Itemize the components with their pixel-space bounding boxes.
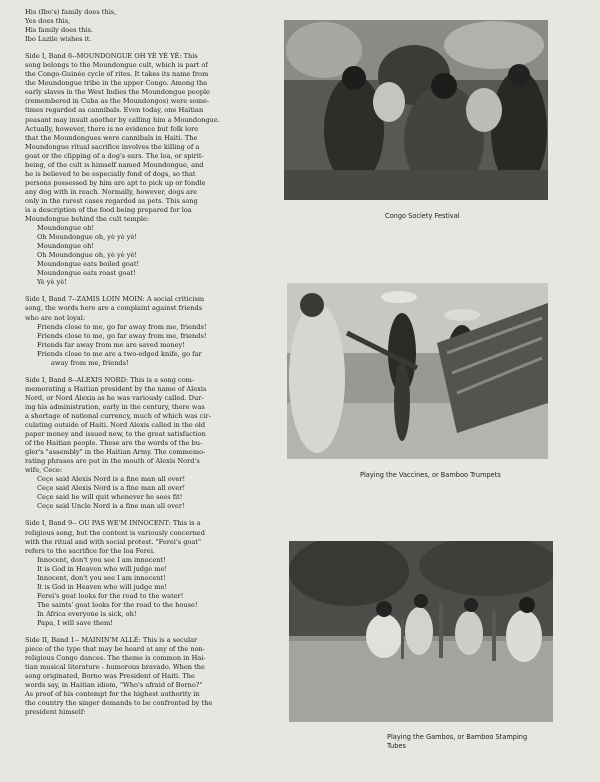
lyric-line: Moundongue oh! [37,242,94,251]
paragraph-line: As proof of his contempt for the highest authority in [25,690,200,699]
paragraph-line: Nord, or Nord Alexia as he was variously called. Dur- [25,393,204,402]
lyric-line: Moundongue oh! [37,224,94,233]
paragraph-line: religious song, but the content is variously concerned [25,528,205,537]
paragraph-line: early slaves in the West Indies the Moundongue people [25,88,210,97]
photo-vaccines [287,283,548,459]
lyric-line: Cec̨e said Alexis Nord is a fine man all over! [37,475,186,484]
bamboo-stamping-tubes-image [289,541,553,722]
paragraph-line: words say, in Haitian idiom, "Who's afraid of Borno?" [25,681,203,690]
lyric-line: Cec̨e said he will quit whenever he sees fit! [37,493,183,502]
lyric-line: Friends close to me, go far away from me, friends! [37,322,207,331]
section-alexis-nord [25,376,287,512]
lyric-line: The saints' goat looks for the road to the house! [37,600,198,609]
verse-line: Yes does this, [25,17,71,26]
photo-gambos [289,541,553,722]
paragraph-line: the country the singer demands to be confronted by the [25,699,213,708]
caption-line: Playing the Gambos, or Bamboo Stamping [387,733,528,741]
paragraph-line: that the Moundongues were cannibals in Haiti. The [25,133,198,142]
paragraph-line: paper money and issued new, to the great satisfaction [25,430,206,439]
paragraph-line: is a description of the food being prepared for loa [25,205,192,214]
lyric-line: Oh Moundongue oh, yè yè yè! [37,251,137,260]
lyric-line: Yè yè yè! [37,278,67,287]
paragraph-line: Actually, however, there is no evidence but folk lore [25,124,199,133]
festival-crowd-image [284,20,548,200]
caption-photo2: Playing the Vaccines, or Bamboo Trumpets [360,471,501,479]
lyric-line: It is God in Heaven who will judge me! [37,564,168,573]
lyric-line: Friends far away from me are saved money! [37,340,185,349]
paragraph-line: song belongs to the Moundongue cult, which is part of [25,61,208,70]
paragraph-line: song, the words here are a complaint against friends [25,304,203,313]
paragraph-line: culating outside of Haiti. Nord Alexis called in the old [25,421,206,430]
paragraph-line: who are not loyal: [25,313,86,322]
paragraph-line: Side I, Band 9-- OU PAS WE'M INNOCENT: This is a [25,519,201,528]
paragraph-line: rating phrases are put in the mouth of Alexis Nord's [25,457,200,466]
paragraph-line: a shortage of national currency, much of which was cir- [25,411,211,420]
lyric-line: away from me, friends! [51,358,129,367]
bamboo-trumpets-image [287,283,548,459]
paragraph-line: being, of the cult is himself named Moundongue, and [25,160,204,169]
paragraph-line: goat or the clipping of a dog's ears. The loa, or spirit- [25,151,204,160]
paragraph-line: (remembered in Cuba as the Moundongos) were some- [25,97,210,106]
verse-line: His (Ibo's) family does this, [25,8,117,16]
paragraph-line: tian musical literature - humorous bravado. When the [25,663,205,672]
section-zamis [25,295,287,367]
paragraph-line: peasant may insult another by calling him a Moundongue. [25,115,220,124]
paragraph-line: gler's "assembly" in the Haitian Army. The commemo- [25,448,206,457]
paragraph-line: Side I, Band 7--ZAMIS LOIN MOIN: A social criticism [25,295,205,304]
section-ou-pas [25,519,287,628]
paragraph-line: song originated, Borno was President of Haiti. The [25,672,195,681]
paragraph-line: Moundongue ritual sacrifice involves the killing of a [25,142,200,151]
caption-photo3 [387,733,527,751]
paragraph-line: Side II, Band 1-- MAININ'M ALLÉ: This is a secular [25,636,198,645]
paragraph-line: religious Congo dances. The theme is common in Hai- [25,654,206,663]
lyric-line: Friends close to me, go far away from me, friends! [37,331,207,340]
paragraph-line: only in the rarest cases regarded as pets. This song [25,196,198,205]
photo-congo-festival [284,20,548,200]
intro-verse [25,8,287,44]
paragraph-line: wife, Cece: [25,466,63,475]
lyric-line: Papa, I will save them! [37,619,113,627]
paragraph-line: president himself: [25,708,86,717]
paragraph-line: times regarded as cannibals. Even today, one Haitian [25,106,204,115]
paragraph-line: with the ritual and with social protest. "Ferei's goat" [25,537,201,546]
paragraph-line: Side I, Band 6--MOUNDONGUE OH YÈ YÈ YÈ: This [25,52,198,61]
paragraph-line: the Moundongue tribe in the upper Congo. Among the [25,79,208,88]
lyric-line: Innocent, don't you see I am innocent! [37,573,166,582]
paragraph-line: Side I, Band 8--ALEXIS NORD: This is a song com- [25,375,195,384]
verse-line: Ibo Lazile wishes it. [25,35,92,44]
paragraph-line: refers to the sacrifice for the loa Ferei. [25,546,156,555]
section-mainin [25,636,287,717]
lyric-line: Cec̨e said Uncle Nord is a fine man all over! [37,502,185,511]
lyric-line: Innocent, don't you see I am innocent! [37,555,166,564]
section-moundongue [25,52,287,287]
lyric-line: Oh Moundongue oh, yè yè yè! [37,233,137,242]
paragraph-line: the Congo-Guinée cycle of rites. It takes its name from [25,70,209,79]
verse-line: His family does this. [25,26,94,35]
lyric-line: Cec̨e said Alexis Nord is a fine man all over! [37,484,186,493]
paragraph-line: ing his administration, early in the century, there was [25,402,205,411]
lyric-line: Moundongue eats boiled goat! [37,260,140,269]
paragraph-line: memorating a Haitian president by the name of Alexis [25,384,207,393]
paragraph-line: any dog with in reach. Normally, however, dogs are [25,187,198,196]
paragraph-line: he is believed to be especially fond of dogs, so that [25,169,196,178]
text-column [25,8,287,717]
lyric-line: Ferei's goat looks for the road to the water! [37,591,184,600]
caption-photo1: Congo Society Festival [385,212,460,220]
lyric-line: It is God in Heaven who will judge me! [37,582,168,591]
lyric-line: In Africa everyone is sick, oh! [37,609,137,618]
paragraph-line: piece of the type that may be heard at any of the non- [25,645,206,654]
paragraph-line: persons possessed by him are apt to pick up or fondle [25,178,206,187]
caption-line: Tubes [387,742,406,750]
lyric-line: Friends close to me are a two-edged knife, go far [37,349,202,358]
paragraph-line: of the Haitian people. These are the words of the bu- [25,439,203,448]
lyric-line: Moundongue eats roast goat! [37,269,136,278]
paragraph-line: Moundongue behind the cult temple: [25,215,150,224]
